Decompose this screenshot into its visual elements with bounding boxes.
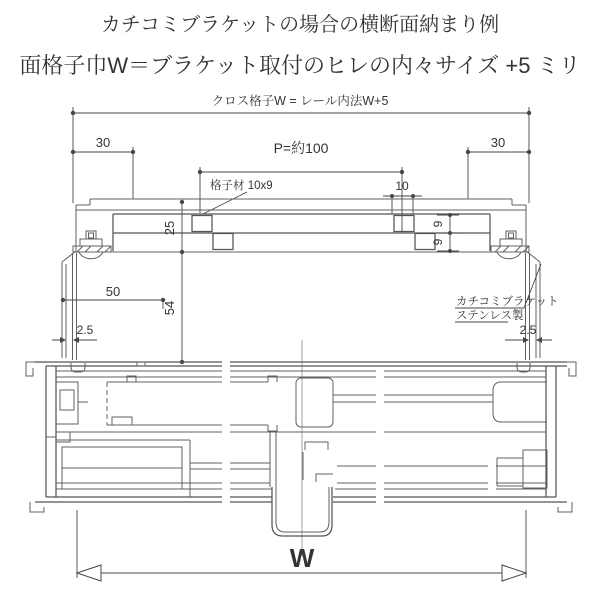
dim-w-label: W (289, 543, 315, 573)
bracket-material-label: ステンレス製 (456, 310, 524, 322)
dim-9-lower-label: 9 (431, 238, 445, 246)
bracket-left (62, 231, 111, 372)
lattice-panel (76, 199, 526, 252)
dim-25-label: 25 (162, 220, 177, 236)
dim-gap-left-label: 2.5 (76, 323, 94, 337)
grid-bar-section (213, 234, 233, 250)
dimension-gap-left (52, 323, 97, 343)
dimension-30-right (466, 135, 531, 199)
grille-width-note: 面格子巾W＝ブラケット取付のヒレの内々サイズ +5 ミリ (19, 53, 581, 78)
dim-10-label: 10 (395, 179, 409, 193)
dimension-30-left (71, 135, 135, 199)
dim-54-label: 54 (162, 300, 177, 316)
grid-bar-section (394, 216, 414, 232)
cross-grid-w-label: クロス格子W = レール内法W+5 (211, 94, 389, 108)
dimension-drop-height (162, 252, 184, 364)
grid-bar-label: 格子材 10x9 (210, 180, 273, 192)
dim-9-upper-label: 9 (431, 220, 445, 228)
bracket-name-label: カチコミブラケット (456, 296, 559, 308)
grid-bar-section (192, 216, 212, 232)
page-title: カチコミブラケットの場合の横断面納まり例 (100, 14, 500, 36)
dimension-rail-height (162, 200, 184, 254)
dim-gap-right-label: 2.5 (519, 323, 537, 337)
dimension-gap-right (505, 323, 552, 343)
bracket-callout (455, 264, 558, 322)
frame-section (26, 362, 576, 536)
grid-bar-callout (203, 178, 273, 214)
dim-pitch-label: P=約100 (273, 140, 329, 156)
dimension-bar-width (383, 179, 422, 214)
dim-30-right-label: 30 (490, 135, 506, 150)
dimension-overall-width (77, 510, 526, 581)
dim-50-label: 50 (105, 284, 121, 299)
dim-30-left-label: 30 (95, 135, 111, 150)
